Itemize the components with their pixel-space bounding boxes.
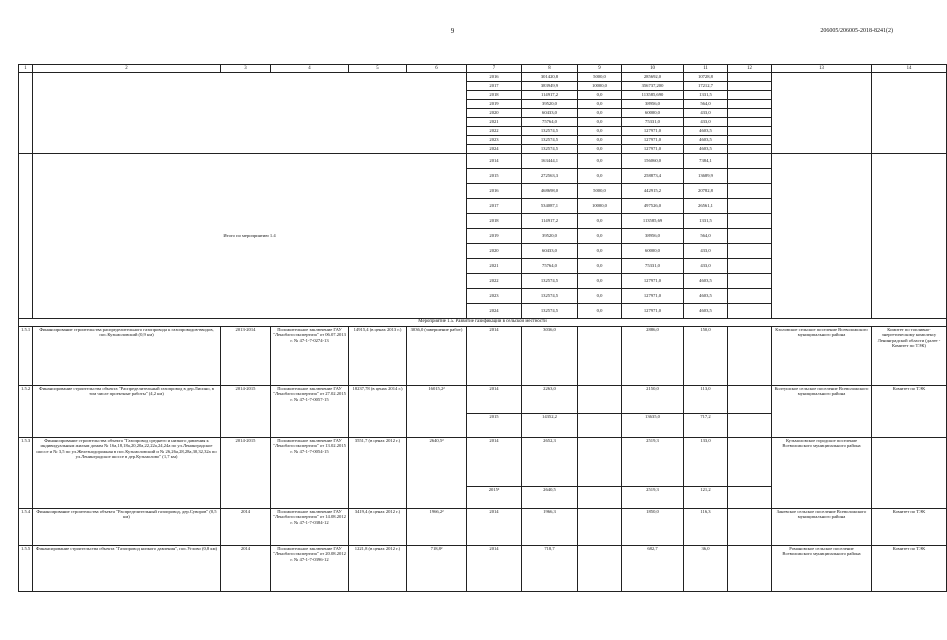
year-cell: 2022 <box>467 273 522 288</box>
empty-cell <box>728 99 772 108</box>
federal-cell <box>578 508 622 545</box>
year-cell: 2016 <box>467 183 522 198</box>
year-cell: 2018 <box>467 90 522 99</box>
page-number: 9 <box>450 27 455 35</box>
section-title: Мероприятие 1.5. Развитие газификации в сельской местности <box>19 318 947 326</box>
measure-cost: 3419,4 (в ценах 2012 г.) <box>349 508 407 545</box>
federal-cell <box>578 437 622 486</box>
measure-remaining: 3036,0 (завершение работ) <box>407 326 467 385</box>
measure-executor: Колтушское сельское поселение Всеволожского муниципального района <box>772 385 872 437</box>
empty-cell <box>728 545 772 591</box>
total-cell: 132574,5 <box>522 273 578 288</box>
measure-cost: 14915,4 (в ценах 2013 г.) <box>349 326 407 385</box>
measure-remaining: 16015,2² <box>407 385 467 437</box>
total-cell: 383949,9 <box>522 81 578 90</box>
total-cell: 163444,1 <box>522 153 578 168</box>
empty-cell <box>19 153 33 318</box>
regional-cell: 127971,0 <box>622 288 684 303</box>
federal-cell: 10000,0 <box>578 198 622 213</box>
year-cell: 2017 <box>467 198 522 213</box>
empty-cell <box>728 90 772 99</box>
year-cell: 2020 <box>467 108 522 117</box>
regional-cell: 127971,0 <box>622 126 684 135</box>
measure-row <box>19 437 947 486</box>
local-cell: 564,0 <box>684 99 728 108</box>
total-cell: 2652,3 <box>522 437 578 486</box>
total-cell: 2263,0 <box>522 385 578 413</box>
column-number: 5 <box>349 65 407 73</box>
federal-cell: 0,0 <box>578 153 622 168</box>
total-cell: 132574,5 <box>522 303 578 318</box>
year-cell: 2021 <box>467 258 522 273</box>
empty-cell <box>772 153 872 318</box>
local-cell: 4603,5 <box>684 303 728 318</box>
measure-document: Положительное заключение ГАУ "Леноблгосэкспертиза" от 20.08.2012 г. № 47-1-7-0396-12 <box>271 545 349 591</box>
measure-executor: Заневское сельское поселение Всеволожского муниципального района <box>772 508 872 545</box>
federal-cell: 0,0 <box>578 213 622 228</box>
total-cell: 3036,0 <box>522 326 578 385</box>
measure-cost: 18237,78 (в ценах 2014 г.) <box>349 385 407 437</box>
year-cell: 2021 <box>467 117 522 126</box>
measure-remaining: 2640,5³ <box>407 437 467 508</box>
empty-cell <box>728 413 772 437</box>
empty-cell <box>728 168 772 183</box>
total-cell: 114917,2 <box>522 90 578 99</box>
federal-cell: 0,0 <box>578 303 622 318</box>
empty-cell <box>728 288 772 303</box>
total-cell: 39520,0 <box>522 228 578 243</box>
total-cell: 114917,2 <box>522 213 578 228</box>
regional-cell: 113585,69 <box>622 213 684 228</box>
year-cell: 2019 <box>467 99 522 108</box>
local-cell: 7384,1 <box>684 153 728 168</box>
regional-cell: 75331,0 <box>622 117 684 126</box>
table-body <box>19 65 947 592</box>
federal-cell: 0,0 <box>578 273 622 288</box>
regional-cell: 127971,0 <box>622 144 684 153</box>
measure-name: Финансирование строительства распределительного газопровода к газопроводов-вводов, пос.Кузьмоловский (0,9 км) <box>33 326 221 385</box>
column-number: 12 <box>728 65 772 73</box>
regional-cell: 356737,200 <box>622 81 684 90</box>
regional-cell: 2519,3 <box>622 486 684 508</box>
empty-cell <box>728 198 772 213</box>
measure-responsible: Комитет по ТЭК <box>872 508 947 545</box>
column-number: 9 <box>578 65 622 73</box>
measure-row <box>19 508 947 545</box>
local-cell: 133,0 <box>684 437 728 486</box>
total-cell: 14352,2 <box>522 413 578 437</box>
empty-cell <box>728 81 772 90</box>
total-cell: 132574,5 <box>522 288 578 303</box>
year-cell: 2014 <box>467 385 522 413</box>
regional-cell: 2150,0 <box>622 385 684 413</box>
local-cell: 10728,8 <box>684 72 728 81</box>
federal-cell: 0,0 <box>578 288 622 303</box>
empty-cell <box>728 228 772 243</box>
total-cell: 534087,1 <box>522 198 578 213</box>
local-cell: 116,3 <box>684 508 728 545</box>
regional-cell: 127971,0 <box>622 303 684 318</box>
empty-cell <box>728 72 772 81</box>
total-cell: 132574,5 <box>522 135 578 144</box>
column-number: 3 <box>221 65 271 73</box>
document-id: 206005/206005-2018-8241(2) <box>820 28 893 34</box>
local-cell: 433,0 <box>684 243 728 258</box>
year-cell: 2018 <box>467 213 522 228</box>
local-cell: 4603,5 <box>684 273 728 288</box>
measure-name: Финансирование строительства объекта "Распределительный газопровод в дер.Лисино, в том числе проектные работы" (4,2 км) <box>33 385 221 437</box>
year-cell: 2015³ <box>467 486 522 508</box>
local-cell: 717,2 <box>684 413 728 437</box>
federal-cell: 0,0 <box>578 228 622 243</box>
local-cell: 1331,5 <box>684 213 728 228</box>
measure-period: 2014-2015 <box>221 385 271 437</box>
measure-period: 2014 <box>221 545 271 591</box>
empty-cell <box>728 117 772 126</box>
column-number: 8 <box>522 65 578 73</box>
measure-responsible: Комитет по ТЭК <box>872 545 947 591</box>
year-cell: 2019 <box>467 228 522 243</box>
total-cell: 39520,0 <box>522 99 578 108</box>
total-cell: 60433,0 <box>522 108 578 117</box>
federal-cell <box>578 486 622 508</box>
total-cell: 718,7 <box>522 545 578 591</box>
total-cell: 1966,3 <box>522 508 578 545</box>
total-cell: 75764,0 <box>522 117 578 126</box>
local-cell: 113,0 <box>684 385 728 413</box>
column-number: 7 <box>467 65 522 73</box>
local-cell: 17212,7 <box>684 81 728 90</box>
regional-cell: 285692,0 <box>622 72 684 81</box>
regional-cell: 156060,0 <box>622 153 684 168</box>
total-cell: 272563,3 <box>522 168 578 183</box>
measure-number: 1.5.2 <box>19 385 33 437</box>
regional-cell: 1850,0 <box>622 508 684 545</box>
empty-cell <box>728 213 772 228</box>
year-cell: 2014 <box>467 437 522 486</box>
regional-cell: 442915,2 <box>622 183 684 198</box>
empty-cell <box>728 258 772 273</box>
federal-cell: 0,0 <box>578 99 622 108</box>
local-cell: 121,2 <box>684 486 728 508</box>
regional-cell: 497526,0 <box>622 198 684 213</box>
federal-cell <box>578 385 622 413</box>
empty-cell <box>19 72 33 153</box>
regional-cell: 2886,0 <box>622 326 684 385</box>
regional-cell: 38956,0 <box>622 228 684 243</box>
empty-cell <box>728 243 772 258</box>
measure-cost: 3551,7 (в ценах 2012 г.) <box>349 437 407 508</box>
column-number: 11 <box>684 65 728 73</box>
regional-cell: 75331,0 <box>622 258 684 273</box>
regional-cell: 682,7 <box>622 545 684 591</box>
year-cell: 2024 <box>467 144 522 153</box>
total-year-row <box>19 153 947 168</box>
continued-year-row <box>19 72 947 81</box>
year-cell: 2015 <box>467 413 522 437</box>
federal-cell <box>578 413 622 437</box>
column-number: 10 <box>622 65 684 73</box>
year-cell: 2015 <box>467 168 522 183</box>
local-cell: 1331,5 <box>684 90 728 99</box>
column-number: 1 <box>19 65 33 73</box>
local-cell: 433,0 <box>684 258 728 273</box>
empty-cell <box>728 126 772 135</box>
empty-cell <box>728 183 772 198</box>
federal-cell <box>578 545 622 591</box>
year-cell: 2023 <box>467 135 522 144</box>
regional-cell: 13635,0 <box>622 413 684 437</box>
regional-cell: 127971,0 <box>622 135 684 144</box>
total-label: Итого по мероприятию 1.4 <box>33 153 467 318</box>
local-cell: 4603,5 <box>684 288 728 303</box>
year-cell: 2023 <box>467 288 522 303</box>
year-cell: 2014 <box>467 326 522 385</box>
total-cell: 2640,5 <box>522 486 578 508</box>
measure-number: 1.5.1 <box>19 326 33 385</box>
regional-cell: 60000,0 <box>622 243 684 258</box>
total-cell: 132574,5 <box>522 144 578 153</box>
local-cell: 433,0 <box>684 108 728 117</box>
column-number: 2 <box>33 65 221 73</box>
measure-row <box>19 326 947 385</box>
total-cell: 132574,5 <box>522 126 578 135</box>
measure-executor: Романовское сельское поселение Всеволожского муниципального района <box>772 545 872 591</box>
total-cell: 75764,0 <box>522 258 578 273</box>
federal-cell: 5000,0 <box>578 183 622 198</box>
local-cell: 4603,5 <box>684 144 728 153</box>
measure-executor: Кузьмоловское городское поселение Всеволожского муниципального района <box>772 437 872 508</box>
column-number: 4 <box>271 65 349 73</box>
measure-responsible <box>872 437 947 508</box>
empty-cell <box>728 144 772 153</box>
local-cell: 4603,5 <box>684 135 728 144</box>
empty-cell <box>728 108 772 117</box>
federal-cell: 0,0 <box>578 168 622 183</box>
measure-period: 2013-2014 <box>221 326 271 385</box>
measure-document: Положительное заключение ГАУ "Леноблгосэкспертиза" от 27.02.2015 г. № 47-1-7-0057-15 <box>271 385 349 437</box>
local-cell: 433,0 <box>684 117 728 126</box>
measure-remaining: 1966,2² <box>407 508 467 545</box>
local-cell: 20782,8 <box>684 183 728 198</box>
measure-period: 2014 <box>221 508 271 545</box>
total-cell: 60433,0 <box>522 243 578 258</box>
federal-cell: 0,0 <box>578 135 622 144</box>
empty-cell <box>728 437 772 486</box>
regional-cell: 258873,4 <box>622 168 684 183</box>
federal-cell: 0,0 <box>578 108 622 117</box>
measure-name: Финансирование строительства объекта "Распределительный газопровод, дер.Суворов" (0,5 км) <box>33 508 221 545</box>
measure-name: Финансирование строительства объекта "Газопровод среднего и низкого давления к индивидуальным жилым домам № 16а,18,18а,20,20а,22,22а,24,24а по ул.Ленинградское шоссе и № 3,5 по ул.Железнодорожная в пос.Кузьмоловский и № 26,26а,28,28а,30,32,32а по ул.Ленинградское шоссе в дер.Кузьмолово" (1,7 км) <box>33 437 221 508</box>
empty-cell <box>728 508 772 545</box>
local-cell: 4603,5 <box>684 126 728 135</box>
year-cell: 2017 <box>467 81 522 90</box>
measure-row <box>19 545 947 591</box>
measure-cost: 1221,8 (в ценах 2012 г.) <box>349 545 407 591</box>
measure-responsible: Комитет по ТЭК <box>872 385 947 437</box>
empty-cell <box>728 303 772 318</box>
year-cell: 2020 <box>467 243 522 258</box>
empty-cell <box>728 385 772 413</box>
measure-remaining: 718,8² <box>407 545 467 591</box>
federal-cell: 5000,0 <box>578 72 622 81</box>
federal-cell: 0,0 <box>578 144 622 153</box>
local-cell: 150,0 <box>684 326 728 385</box>
measure-number: 1.5.4 <box>19 508 33 545</box>
section-title-row <box>19 318 947 326</box>
local-cell: 26561,1 <box>684 198 728 213</box>
financing-table <box>18 64 947 592</box>
measure-responsible: Комитет по топливно-энергетическому комплексу Ленинградской области (далее - Комитет по ТЭК) <box>872 326 947 385</box>
measure-executor: Кзоловское сельское поселение Всеволожского муниципального района <box>772 326 872 385</box>
measure-document: Положительное заключение ГАУ "Леноблгосэкспертиза" от 14.08.2012 г. № 47-1-7-0384-12 <box>271 508 349 545</box>
column-number: 13 <box>772 65 872 73</box>
empty-cell <box>772 72 872 153</box>
year-cell: 2024 <box>467 303 522 318</box>
regional-cell: 60000,0 <box>622 108 684 117</box>
measure-document: Положительное заключение ГАУ "Леноблгосэкспертиза" от 06.07.2013 г. № 47-1-7-0274-13 <box>271 326 349 385</box>
year-cell: 2014 <box>467 545 522 591</box>
federal-cell: 0,0 <box>578 258 622 273</box>
empty-cell <box>872 72 947 153</box>
measure-period: 2014-2015 <box>221 437 271 508</box>
measure-number: 1.5.5 <box>19 545 33 591</box>
column-number: 6 <box>407 65 467 73</box>
empty-cell <box>728 135 772 144</box>
empty-cell <box>728 326 772 385</box>
empty-cell <box>728 153 772 168</box>
financing-table-sheet <box>18 64 941 592</box>
local-cell: 36,0 <box>684 545 728 591</box>
empty-cell <box>728 486 772 508</box>
federal-cell: 0,0 <box>578 243 622 258</box>
local-cell: 564,0 <box>684 228 728 243</box>
federal-cell: 0,0 <box>578 126 622 135</box>
federal-cell: 0,0 <box>578 117 622 126</box>
column-number: 14 <box>872 65 947 73</box>
local-cell: 13689,9 <box>684 168 728 183</box>
regional-cell: 113585,690 <box>622 90 684 99</box>
year-cell: 2014 <box>467 153 522 168</box>
federal-cell: 10000,0 <box>578 81 622 90</box>
total-cell: 468698,0 <box>522 183 578 198</box>
empty-cell <box>728 273 772 288</box>
total-cell: 301420,8 <box>522 72 578 81</box>
year-cell: 2014 <box>467 508 522 545</box>
measure-document: Положительное заключение ГАУ "Леноблгосэкспертиза" от 13.02.2015 г. № 47-1-7-0054-15 <box>271 437 349 508</box>
measure-row <box>19 385 947 413</box>
year-cell: 2022 <box>467 126 522 135</box>
regional-cell: 127971,0 <box>622 273 684 288</box>
federal-cell: 0,0 <box>578 90 622 99</box>
column-number-row <box>19 65 947 73</box>
regional-cell: 38956,0 <box>622 99 684 108</box>
empty-cell <box>33 72 467 153</box>
empty-cell <box>872 153 947 318</box>
year-cell: 2016 <box>467 72 522 81</box>
measure-name: Финансирование строительства объекта "Газопровод низкого давления", пос.Углово (0,8 км) <box>33 545 221 591</box>
measure-number: 1.5.3 <box>19 437 33 508</box>
federal-cell <box>578 326 622 385</box>
regional-cell: 2519,3 <box>622 437 684 486</box>
